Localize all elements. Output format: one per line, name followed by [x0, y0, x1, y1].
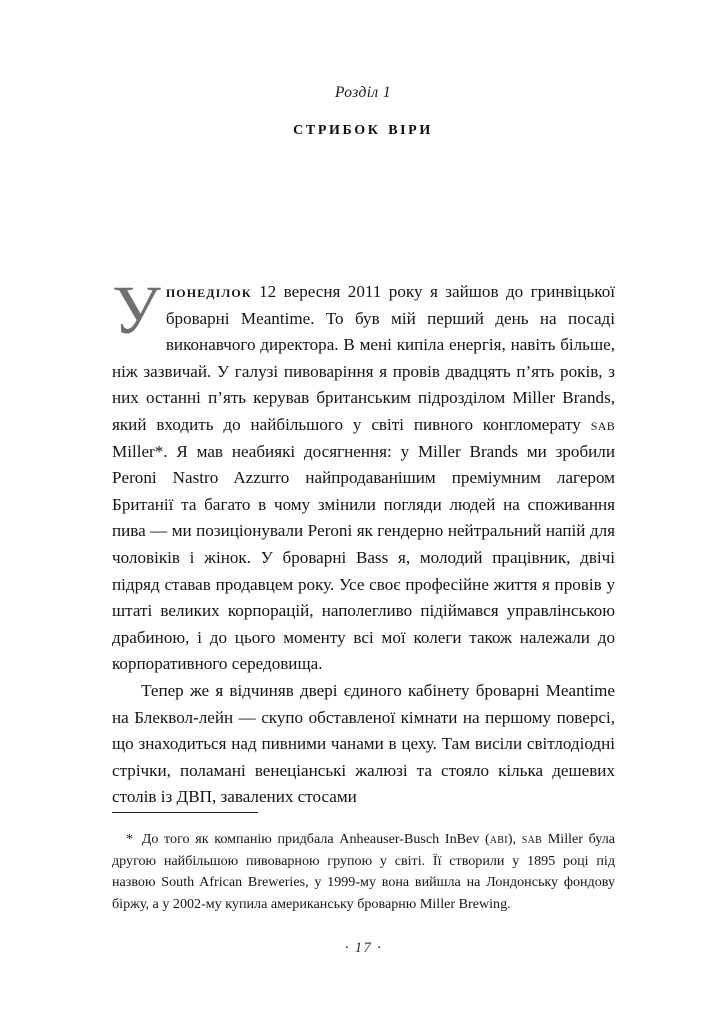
- footnote-marker: *: [126, 831, 134, 847]
- opening-small-caps: понеділок: [165, 282, 252, 301]
- body-text-block: [112, 272, 615, 811]
- paragraph-2: [112, 678, 615, 811]
- page-number-folio: · 17 ·: [344, 940, 383, 956]
- abbreviation-sab: sab: [521, 831, 543, 847]
- chapter-title: стрибок віри: [293, 117, 433, 140]
- chapter-number-label: Розділ 1: [334, 84, 392, 101]
- footnote-area: [112, 812, 615, 915]
- footnote-text: [112, 829, 615, 915]
- brand-abbreviation-sab: sab: [590, 414, 615, 434]
- paragraph-2-text: Тепер же я відчиняв двері єдиного кабінету броварні Meantime на Блеквол-лейн — скупо обставленої кімнати на першому поверсі, що знаходиться над пивними чанами в цеху. Там висіли світлодіодні стрічки, поламані венеціанські жалюзі та стояло кілька дешевих столів із ДВП, завалених стосами: [112, 680, 615, 807]
- footnote-separator-rule: [112, 812, 258, 813]
- drop-cap-letter: У: [112, 272, 161, 348]
- chapter-header: [112, 84, 614, 154]
- footnote-text-part-2: ),: [507, 831, 522, 847]
- paragraph-1-text-part-1: 12 вересня 2011 року я зайшов до гринвіцької броварні Meantime. То був мій перший день на посаді виконавчого директора. В мені кипіла енергія, навіть більше, ніж зазвичай. У галузі пивоваріння я провів двадцять п’ять років, з них останні п’ять керував британським підрозділом Miller Brands, який входить до найбільшого у світі пивного конгломерату: [112, 282, 615, 434]
- abbreviation-abi: abi: [489, 831, 508, 847]
- footnote-text-part-3: Miller була другою найбільшою пивоварною групою у світі. Її створили у 1895 році під назвою South African Breweries, у 1999-му вона вийшла на Лондонську фондову біржу, а у 2002-му купила американську броварню Miller Brewing.: [112, 831, 615, 912]
- paragraph-1-text-part-2: Miller*. Я мав неабиякі досягнення: у Miller Brands ми зробили Peroni Nastro Azzurro найпродаванішим преміумним лагером Британії та багато в чому змінили погляди людей на споживання пива — ми позиціонували Peroni як гендерно нейтральний напій для чоловіків і жінок. У броварні Bass я, молодий працівник, двічі підряд ставав продавцем року. Усе своє професійне життя я провів у штаті великих корпорацій, наполегливо підіймався управлінською драбиною, і до цього моменту всі мої колеги також належали до корпоративного середовища.: [112, 441, 615, 674]
- paragraph-1: [112, 272, 615, 678]
- footnote-text-part-1: До того як компанію придбала Anheauser-Busch InBev (: [136, 831, 490, 847]
